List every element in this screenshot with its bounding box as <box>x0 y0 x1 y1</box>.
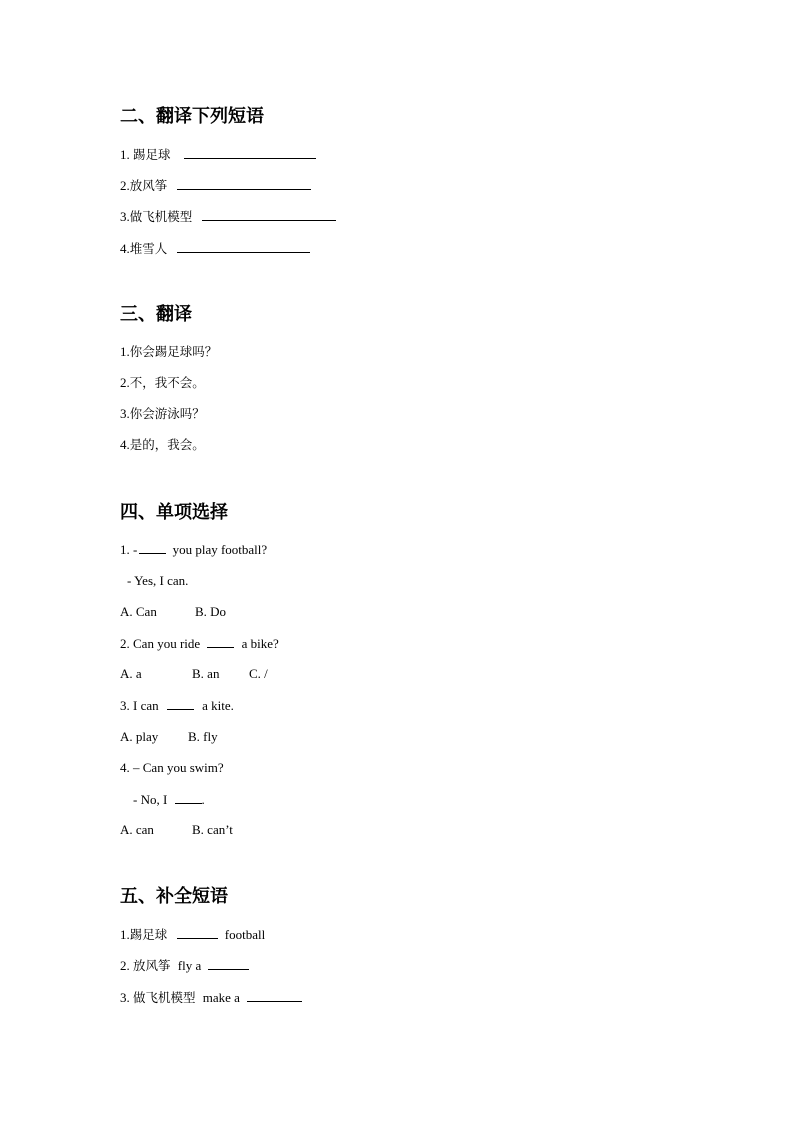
s3-item-2 <box>120 375 205 391</box>
item-text: 你会踢足球吗？ <box>129 344 218 359</box>
option-b[interactable]: B. can’t <box>192 822 233 837</box>
q4-reply-suffix: . <box>201 792 205 807</box>
option-a[interactable]: A. a <box>120 666 142 681</box>
option-a[interactable]: A. Can <box>120 604 157 619</box>
item-text: 踢足球 <box>133 147 171 162</box>
q1-question <box>120 541 267 558</box>
item-number: 2. <box>120 958 133 973</box>
answer-blank[interactable] <box>177 177 311 190</box>
section-2-title: 二、翻译下列短语 <box>120 106 264 127</box>
q3-suffix: a kite. <box>198 698 234 713</box>
q2-prefix: 2. Can you ride <box>120 636 204 651</box>
q1-prefix: 1. - <box>120 542 138 557</box>
q2-question <box>120 635 279 652</box>
q3-question <box>120 697 234 714</box>
item-number: 1. <box>120 927 130 942</box>
s2-item-3 <box>120 208 336 225</box>
item-number: 4. <box>120 241 130 256</box>
q4-reply <box>133 791 205 808</box>
q4-options <box>120 822 233 838</box>
q1-reply: - Yes, I can. <box>127 573 189 588</box>
option-b[interactable]: B. an <box>192 666 220 681</box>
section-5-title: 五、补全短语 <box>120 886 228 907</box>
item-text: 踢足球 <box>129 927 168 942</box>
item-english: make a <box>202 990 240 1005</box>
answer-blank[interactable] <box>208 957 249 970</box>
s5-item-3 <box>120 989 302 1006</box>
item-text: 不，我不会。 <box>129 375 205 390</box>
q3-prefix: 3. I can <box>120 698 162 713</box>
item-number: 1. <box>120 344 130 359</box>
s3-item-1 <box>120 344 217 360</box>
s2-item-2 <box>120 177 311 194</box>
item-text: 放风筝 <box>133 958 171 973</box>
option-b[interactable]: B. fly <box>188 729 218 744</box>
item-number: 3. <box>120 990 133 1005</box>
item-number: 1. <box>120 147 133 162</box>
q2-suffix: a bike? <box>238 636 279 651</box>
s5-item-2 <box>120 957 249 974</box>
item-number: 3. <box>120 406 130 421</box>
item-english: football <box>224 927 266 942</box>
item-number: 2. <box>120 375 130 390</box>
option-c[interactable]: C. / <box>249 666 268 681</box>
q4-reply-prefix: - No, I <box>133 792 171 807</box>
s3-item-3 <box>120 406 205 422</box>
item-text: 做飞机模型 <box>129 209 193 224</box>
answer-blank[interactable] <box>184 146 316 159</box>
s2-item-4 <box>120 240 310 257</box>
item-number: 4. <box>120 437 130 452</box>
answer-blank[interactable] <box>139 541 166 554</box>
s3-item-4 <box>120 437 205 453</box>
answer-blank[interactable] <box>177 240 310 253</box>
q1-suffix: you play football? <box>169 542 268 557</box>
s5-item-1 <box>120 926 265 943</box>
answer-blank[interactable] <box>177 926 218 939</box>
item-number: 3. <box>120 209 130 224</box>
option-a[interactable]: A. can <box>120 822 154 837</box>
answer-blank[interactable] <box>167 697 194 710</box>
item-text: 是的，我会。 <box>129 437 205 452</box>
answer-blank[interactable] <box>207 635 234 648</box>
q2-options <box>120 666 268 682</box>
q1-options <box>120 604 226 620</box>
item-english: fly a <box>177 958 202 973</box>
q4-question: 4. – Can you swim? <box>120 760 224 775</box>
item-text: 做飞机模型 <box>133 990 196 1005</box>
item-text: 放风筝 <box>129 178 168 193</box>
item-text: 堆雪人 <box>129 241 168 256</box>
s2-item-1 <box>120 146 316 163</box>
section-3-title: 三、翻译 <box>120 304 192 325</box>
answer-blank[interactable] <box>175 791 202 804</box>
section-4-title: 四、单项选择 <box>120 502 228 523</box>
option-b[interactable]: B. Do <box>195 604 227 619</box>
item-number: 2. <box>120 178 130 193</box>
item-text: 你会游泳吗？ <box>129 406 205 421</box>
answer-blank[interactable] <box>247 989 302 1002</box>
q3-options <box>120 729 218 745</box>
answer-blank[interactable] <box>202 208 336 221</box>
option-a[interactable]: A. play <box>120 729 159 744</box>
